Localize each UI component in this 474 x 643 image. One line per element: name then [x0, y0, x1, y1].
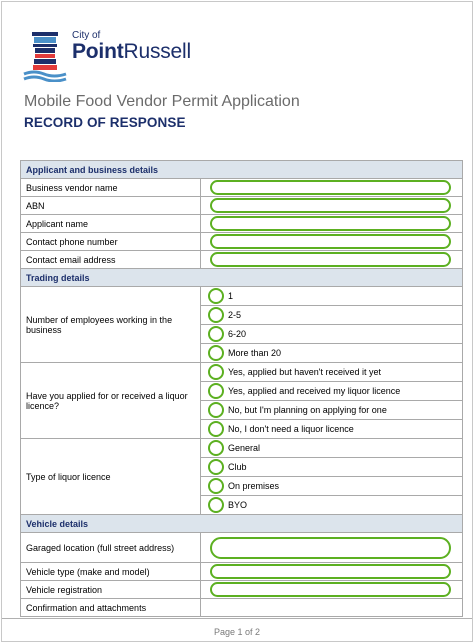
liquor-applied-option[interactable]	[206, 401, 457, 419]
label-business-vendor-name: Business vendor name	[21, 179, 201, 197]
liquor-applied-option[interactable]	[206, 382, 457, 400]
liquor-applied-option[interactable]	[206, 363, 457, 381]
section-applicant-heading: Applicant and business details	[21, 161, 463, 179]
option-label: Yes, applied and received my liquor licence	[228, 386, 401, 396]
option-label: More than 20	[228, 348, 282, 358]
label-contact-phone: Contact phone number	[21, 233, 201, 251]
logo-town-name	[72, 40, 191, 64]
employees-option[interactable]	[206, 306, 457, 324]
radio-icon[interactable]	[208, 345, 224, 361]
label-vehicle-registration: Vehicle registration	[21, 581, 201, 599]
label-applicant-name: Applicant name	[21, 215, 201, 233]
abn-input[interactable]	[210, 198, 451, 213]
liquor-type-option[interactable]	[206, 477, 457, 495]
option-label: Yes, applied but haven't received it yet	[228, 367, 381, 377]
liquor-type-option[interactable]	[206, 496, 457, 514]
logo-city-of: City of	[72, 30, 101, 41]
section-vehicle-heading: Vehicle details	[21, 515, 463, 533]
page-subtitle: RECORD OF RESPONSE	[24, 115, 186, 130]
vehicle-registration-input[interactable]	[210, 582, 451, 597]
employees-option[interactable]	[206, 287, 457, 305]
option-label: No, but I'm planning on applying for one	[228, 405, 387, 415]
page-title: Mobile Food Vendor Permit Application	[24, 93, 300, 110]
logo-town-rest: Russell	[123, 40, 191, 63]
vehicle-type-input[interactable]	[210, 564, 451, 579]
employees-option[interactable]	[206, 325, 457, 343]
radio-icon[interactable]	[208, 459, 224, 475]
page-number: Page 1 of 2	[213, 627, 261, 637]
radio-icon[interactable]	[208, 478, 224, 494]
label-garaged-location: Garaged location (full street address)	[21, 533, 201, 563]
application-form-table	[20, 160, 463, 617]
option-label: General	[228, 443, 261, 453]
radio-icon[interactable]	[208, 364, 224, 380]
radio-icon[interactable]	[208, 440, 224, 456]
lighthouse-icon	[22, 30, 68, 82]
option-label: 2-5	[228, 310, 242, 320]
radio-icon[interactable]	[208, 326, 224, 342]
option-label: Club	[228, 462, 247, 472]
radio-icon[interactable]	[208, 383, 224, 399]
employees-option[interactable]	[206, 344, 457, 362]
radio-icon[interactable]	[208, 497, 224, 513]
section-trading-heading: Trading details	[21, 269, 463, 287]
option-label: 1	[228, 291, 234, 301]
radio-icon[interactable]	[208, 288, 224, 304]
liquor-type-option[interactable]	[206, 458, 457, 476]
label-contact-email: Contact email address	[21, 251, 201, 269]
option-label: No, I don't need a liquor licence	[228, 424, 354, 434]
logo-town-bold: Point	[72, 40, 124, 63]
garaged-location-input[interactable]	[210, 537, 451, 559]
contact-phone-input[interactable]	[210, 234, 451, 249]
label-vehicle-type: Vehicle type (make and model)	[21, 563, 201, 581]
option-label: BYO	[228, 500, 248, 510]
label-employees: Number of employees working in the business	[21, 287, 201, 363]
label-liquor-applied: Have you applied for or received a liquor licence?	[21, 363, 201, 439]
radio-icon[interactable]	[208, 307, 224, 323]
footer-divider	[2, 618, 472, 619]
business-vendor-name-input[interactable]	[210, 180, 451, 195]
option-label: 6-20	[228, 329, 247, 339]
liquor-applied-option[interactable]	[206, 420, 457, 438]
radio-icon[interactable]	[208, 402, 224, 418]
label-abn: ABN	[21, 197, 201, 215]
liquor-type-option[interactable]	[206, 439, 457, 457]
radio-icon[interactable]	[208, 421, 224, 437]
label-confirmation: Confirmation and attachments	[21, 599, 201, 617]
contact-email-input[interactable]	[210, 252, 451, 267]
applicant-name-input[interactable]	[210, 216, 451, 231]
city-logo	[22, 30, 192, 82]
label-liquor-type: Type of liquor licence	[21, 439, 201, 515]
option-label: On premises	[228, 481, 280, 491]
